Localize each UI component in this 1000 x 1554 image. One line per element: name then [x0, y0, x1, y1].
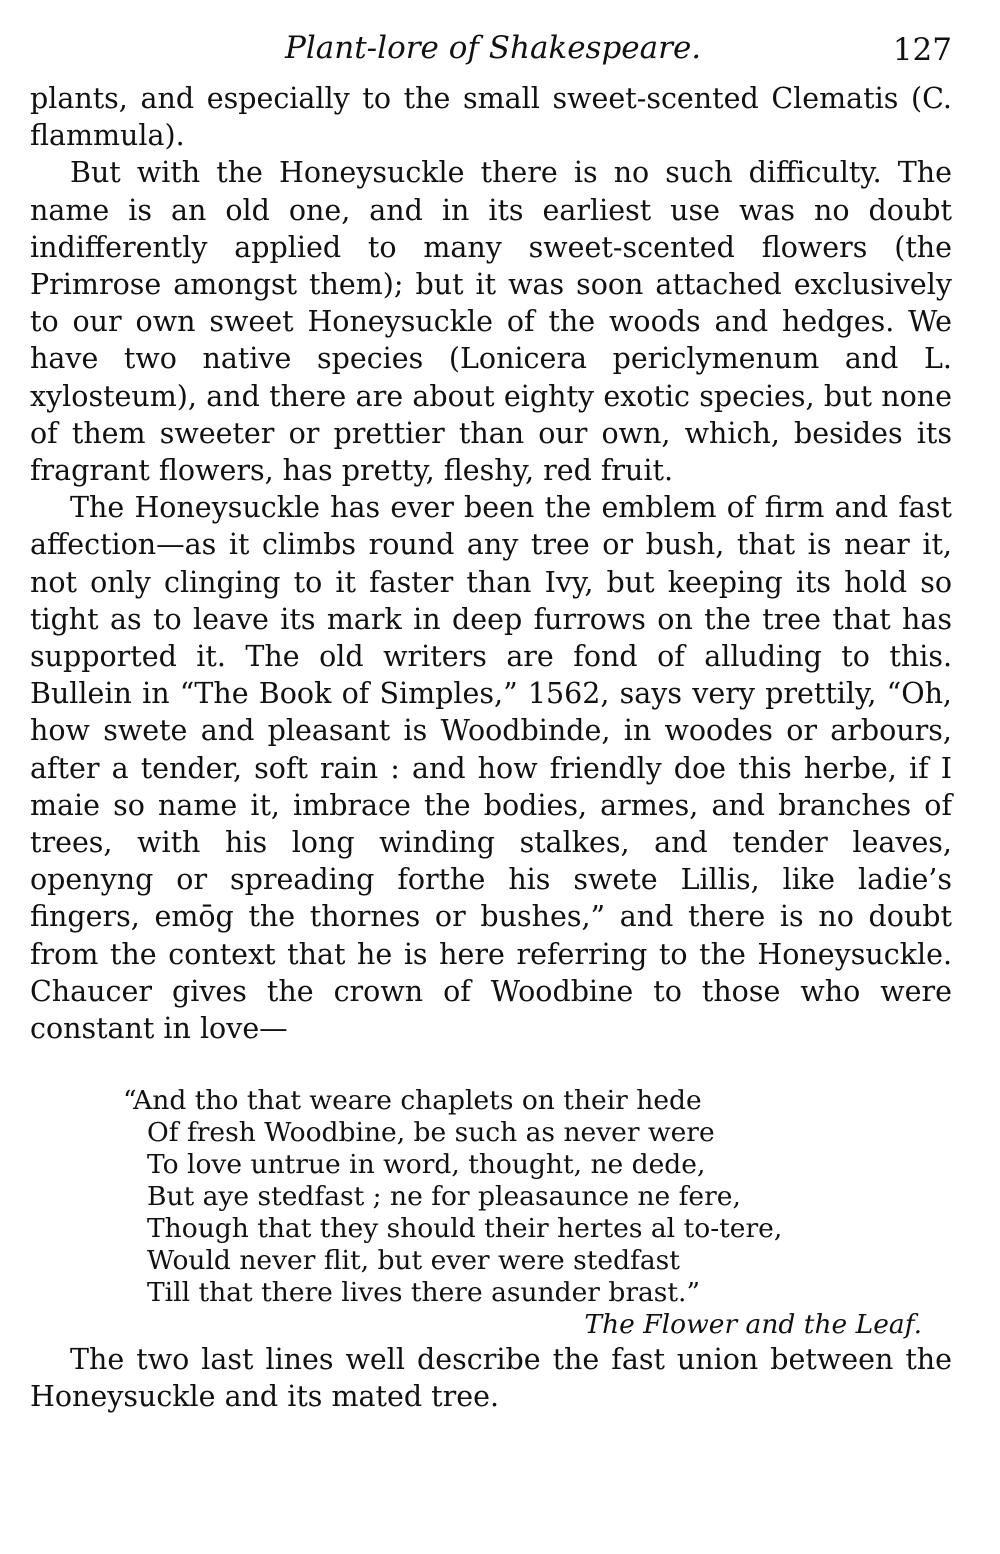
- verse-line: Though that they should their hertes al to-tere,: [147, 1213, 783, 1245]
- paragraph-continuation: plants, and especially to the small sweet-scented Clematis (C. flammula).: [30, 82, 952, 153]
- running-title: Plant-lore of Shakespeare.: [285, 30, 702, 66]
- verse-line: But aye stedfast ; ne for pleasaunce ne fere,: [147, 1181, 741, 1213]
- paragraph-honeysuckle-emblem: The Honeysuckle has ever been the emblem of firm and fast affection—as it climbs round any tree or bush, that is near it, not only clinging to it faster than Ivy, but keeping its hold so tight as to leave its mark in deep furrows on the tree that has supported it. The old writers are fond of alluding to this. Bullein in “The Book of Simples,” 1562, says very prettily, “Oh, how swete and pleasant is Woodbinde, in woodes or arbours, after a tender, soft rain : and how friendly doe this herbe, if I maie so name it, imbrace the bodies, armes, and branches of trees, with his long winding stalkes, and tender leaves, openyng or spreading forthe his swete Lillis, like ladie’s fingers, emōg the thornes or bushes,” and there is no doubt from the context that he is here referring to the Honeysuckle. Chaucer gives the crown of Woodbine to those who were constant in love—: [30, 491, 952, 1046]
- verse-line: To love untrue in word, thought, ne dede,: [147, 1149, 706, 1181]
- verse-line: Till that there lives there asunder brast.”: [147, 1277, 701, 1309]
- verse-source: The Flower and the Leaf.: [584, 1309, 922, 1341]
- verse-line: Of fresh Woodbine, be such as never were: [147, 1117, 715, 1149]
- verse-quotation: [123, 1085, 952, 1341]
- verse-line: “And tho that weare chaplets on their hede: [123, 1085, 702, 1117]
- verse-line: Would never flit, but ever were stedfast: [147, 1245, 680, 1277]
- body-text: [30, 80, 952, 1416]
- running-head: [30, 30, 952, 80]
- page-number: 127: [892, 32, 952, 68]
- book-page: [30, 30, 952, 1530]
- paragraph-honeysuckle-name: But with the Honeysuckle there is no such difficulty. The name is an old one, and in its earliest use was no doubt indifferently applied to many sweet-scented flowers (the Primrose amongst them); but it was soon attached exclusively to our own sweet Honeysuckle of the woods and hedges. We have two native species (Lonicera periclymenum and L. xylosteum), and there are about eighty exotic species, but none of them sweeter or prettier than our own, which, besides its fragrant flowers, has pretty, fleshy, red fruit.: [30, 156, 952, 488]
- paragraph-closing: The two last lines well describe the fast union between the Honeysuckle and its mated tree.: [30, 1343, 952, 1414]
